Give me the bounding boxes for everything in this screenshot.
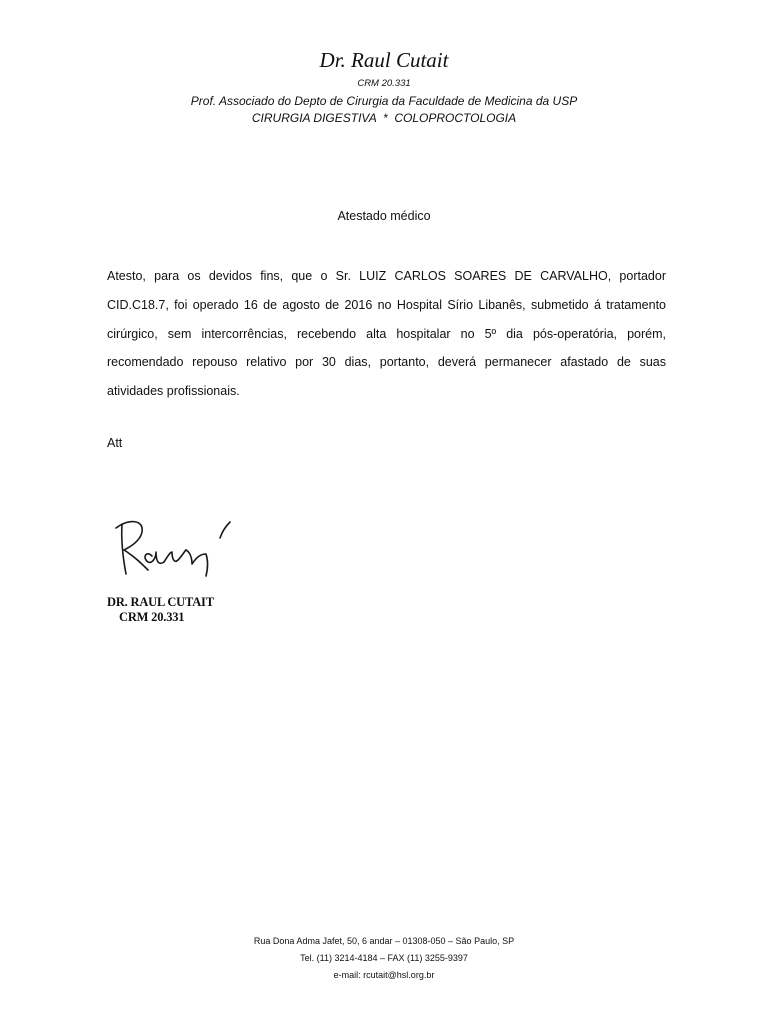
closing-salutation: Att	[107, 436, 123, 450]
doctor-name: Dr. Raul Cutait	[319, 48, 449, 72]
footer-email: e-mail: rcutait@hsl.org.br	[333, 970, 435, 980]
letterhead-footer	[0, 933, 768, 984]
footer-address: Rua Dona Adma Jafet, 50, 6 andar – 01308-050 – São Paulo, SP	[253, 936, 515, 946]
signer-block	[107, 595, 214, 625]
doctor-specialties: CIRURGIA DIGESTIVA * COLOPROCTOLOGIA	[251, 111, 517, 125]
document-title: Atestado médico	[337, 209, 431, 223]
signer-crm: CRM 20.331	[119, 610, 185, 624]
footer-phone: Tel. (11) 3214-4184 – FAX (11) 3255-9397	[300, 953, 468, 963]
doctor-crm: CRM 20.331	[357, 78, 411, 89]
letterhead	[0, 46, 768, 127]
doctor-affiliation: Prof. Associado do Depto de Cirurgia da Faculdade de Medicina da USP	[190, 94, 578, 108]
certificate-body: Atesto, para os devidos fins, que o Sr. LUIZ CARLOS SOARES DE CARVALHO, portador CID.C18.7, foi operado 16 de agosto de 2016 no Hospital Sírio Libanês, submetido á tratamento cirúrgico, sem intercorrências, recebendo alta hospitalar no 5º dia pós-operatória, porém, recomendado repouso relativo por 30 dias, portanto, deverá permanecer afastado de suas atividades profissionais.	[107, 269, 666, 399]
handwritten-signature	[112, 512, 242, 582]
signer-name: DR. RAUL CUTAIT	[107, 595, 214, 609]
